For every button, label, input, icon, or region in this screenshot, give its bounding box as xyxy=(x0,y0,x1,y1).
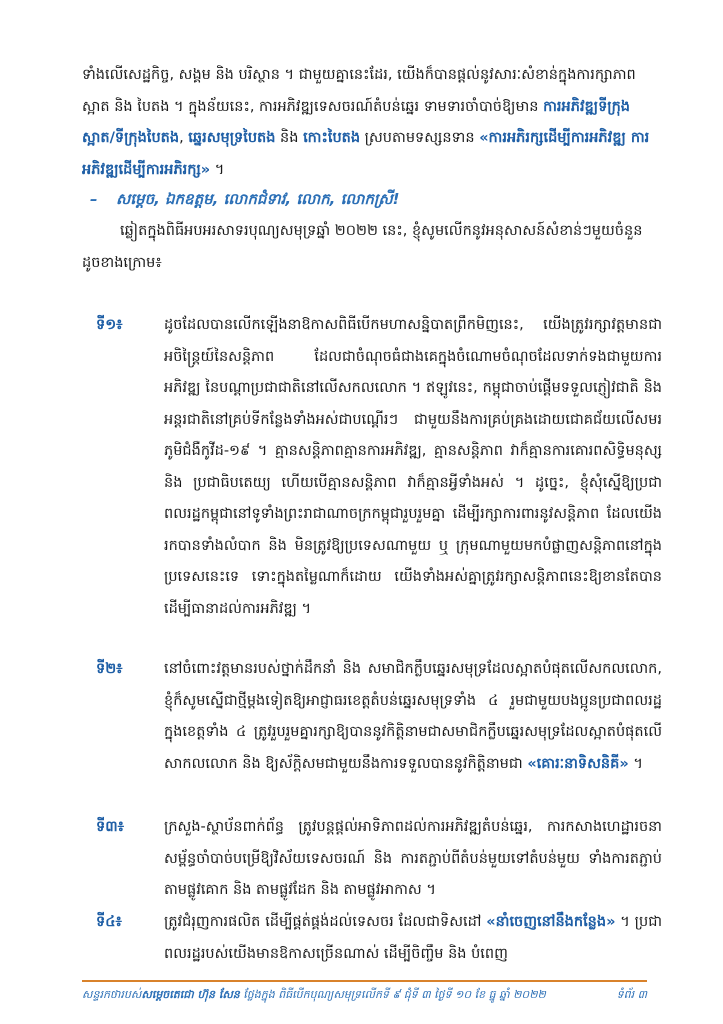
page-number: ទំព័រ ៣ xyxy=(616,988,647,1001)
item-text xyxy=(164,654,662,780)
item-bold-text: «នាំចេញនៅនឹងកន្លែង» xyxy=(486,914,616,930)
recommendation-item-1 xyxy=(96,310,662,625)
dash-bullet: – xyxy=(90,190,98,208)
item-number: ទី១៖ xyxy=(96,317,123,333)
intro-text-3: ។ xyxy=(210,161,225,178)
intro-bold-green-beach: ឆ្នេរសមុទ្របៃតង xyxy=(188,130,276,146)
item-text-tail: ។ ប្រជាពលរដ្ឋរបស់យើងមានឱកាសច្រើនណាស់ ដើម្បីចិញ្ចឹម និង បំពេញ xyxy=(164,914,662,962)
item-number: ទី៣៖ xyxy=(96,819,124,835)
footer-suffix: ថ្លែងក្នុង ពិធីបើកបុណ្យសមុទ្រលើកទី ៩ ជុំទី ៣ ថ្ងៃទី ១០ ខែ ធ្នូ ឆ្នាំ ២០២២ xyxy=(239,988,546,1001)
recommendation-item-4 xyxy=(96,907,662,970)
item-text xyxy=(164,907,662,970)
item-bold-text: «គោរៈនាទិសនិគី» xyxy=(527,755,629,772)
intro-bold-green-city: ការអភិវឌ្ឍទីក្រុងស្អាត/ទីក្រុងបៃតង xyxy=(82,98,630,146)
item-text: ដូចដែលបានលើកឡើងនាឱកាសពិធីបើកមហាសន្និបាតព្រឹកមិញនេះ, យើងត្រូវរក្សាវត្តមានជាអចិន្ត្រៃយ៍នៃសន្តិភាព ដែលជាចំណុចធំជាងគេក្នុងចំណោមចំណុចដែលទាក់ទងជាមួយការអភិវឌ្ឍ នៃបណ្តាប្រជាជាតិនៅលើសកលលោក ។ ឥឡូវនេះ, កម្ពុជាចាប់ផ្តើមទទួលភ្ញៀវជាតិ និង អន្តរជាតិនៅគ្រប់ទីកន្លែងទាំងអស់ជាបណ្តើរៗ ជាមួយនឹងការគ្រប់គ្រងដោយជោគជ័យលើសមរភូមិជំងឺកូវីដ-១៩ ។ គ្មានសន្តិភាពគ្មានការអភិវឌ្ឍ, គ្មានសន្តិភាព វាក៏គ្មានការគោរពសិទ្ធិមនុស្ស និង ប្រជាធិបតេយ្យ ហើយបើគ្មានសន្តិភាព វាក៏គ្មានអ្វីទាំងអស់ ។ ដូច្នេះ, ខ្ញុំសុំស្នើឱ្យប្រជាពលរដ្ឋកម្ពុជានៅទូទាំងព្រះរាជាណាចក្រកម្ពុជារួបរួមគ្នា ដើម្បីរក្សាការពារនូវសន្តិភាព ដែលយើងរកបានទាំងលំបាក និង មិនត្រូវឱ្យប្រទេសណាមួយ ឬ ក្រុមណាមួយមកបំផ្លាញសន្តិភាពនៅក្នុងប្រទេសនេះទេ ទោះក្នុងតម្លៃណាក៏ដោយ យើងទាំងអស់គ្នាត្រូវរក្សាសន្តិភាពនេះឱ្យខានតែបាន ដើម្បីធានាដល់ការអភិវឌ្ឍ ។ xyxy=(164,317,662,617)
item-text-tail: ។ xyxy=(628,755,643,772)
page-footer xyxy=(82,986,647,1008)
item-text: ក្រសួង-ស្ថាប័នពាក់ព័ន្ធ ត្រូវបន្តផ្តល់អាទិភាពដល់ការអភិវឌ្ឍតំបន់ឆ្នេរ, ការកសាងហេដ្ឋារចនាសម្ព័ន្ធចាំបាច់បម្រើឱ្យវិស័យទេសចរណ៍ និង ការតភ្ជាប់ពីតំបន់មួយទៅតំបន់មួយ ទាំងការតភ្ជាប់តាមផ្លូវគោក និង តាមផ្លូវដែក និង តាមផ្លូវអាកាស ។ xyxy=(164,819,662,898)
intro-separator-1: , xyxy=(179,130,189,146)
intro-paragraph xyxy=(82,60,662,186)
intro-text-1: ទាំងលើសេដ្ឋកិច្ច, សង្គម និង បរិស្ថាន ។ ជាមួយគ្នានេះដែរ, យើងក៏បានផ្តល់នូវសារៈសំខាន់ក្នុងការក្សាភាពស្អាត និង បៃតង ។ ក្នុងន័យនេះ, ការអភិវឌ្ឍទេសចរណ៍តំបន់ឆ្នេរ ទាមទារចាំបាច់ឱ្យមាន xyxy=(82,67,636,115)
item-number: ទី៤៖ xyxy=(96,914,122,930)
footer-caption xyxy=(82,988,546,1004)
opening-paragraph: ឆ្លៀតក្នុងពិធីអបអរសាទរបុណ្យសមុទ្រឆ្នាំ ២០២២ នេះ, ខ្ញុំសូមលើកនូវអនុសាសន៍សំខាន់ៗមួយចំនួន ដូចខាងក្រោម៖ xyxy=(82,223,643,271)
intro-bold-green-island: កោះបៃតង xyxy=(303,130,361,146)
recommendation-item-2 xyxy=(96,654,662,780)
footer-prefix: សន្ទរកថារបស់ xyxy=(82,988,142,1001)
item-text-main: ត្រូវជំរុញការផលិត ដើម្បីផ្គត់ផ្គង់ដល់ទេសចរ ដែលជាទិសដៅ xyxy=(164,914,487,930)
salutation-heading xyxy=(90,184,650,214)
intro-bold-concept: «ការអភិរក្សដើម្បីការអភិវឌ្ឍ ការអភិវឌ្ឍដើម្បីការអភិរក្ស» xyxy=(82,130,650,178)
intro-separator-2: និង xyxy=(275,130,304,146)
footer-divider xyxy=(82,980,647,982)
item-text-main: នៅចំពោះវត្តមានរបស់ថ្នាក់ដឹកនាំ និង សមាជិកក្លឹបឆ្នេរសមុទ្រដែលស្អាតបំផុតលើសកលលោក, ខ្ញុំក៏សូមស្នើជាថ្មីម្តងទៀតឱ្យអាជ្ញាធរខេត្តតំបន់ឆ្នេរសមុទ្រទាំង ៤ រួមជាមួយបងប្អូនប្រជាពលរដ្ឋក្នុងខេត្តទាំង ៤ ត្រូវរួបរួមគ្នារក្សាឱ្យបាននូវកិត្តិនាមជាសមាជិកក្លឹបឆ្នេរសមុទ្រដែលស្អាតបំផុតលើសាកលលោក និង ឱ្យស័ក្តិសមជាមួយនឹងការទទួលបាននូវកិត្តិនាមជា xyxy=(164,661,662,772)
salutation-text: សម្តេច, ឯកឧត្តម, លោកជំទាវ, លោក, លោកស្រី! xyxy=(116,190,400,208)
intro-text-2: ស្របតាមទស្សនទាន xyxy=(360,130,480,146)
footer-speaker-name: សម្តេចតេជោ ហ៊ុន សែន xyxy=(141,988,240,1001)
item-number: ទី២៖ xyxy=(96,661,123,677)
recommendation-item-3 xyxy=(96,812,662,907)
